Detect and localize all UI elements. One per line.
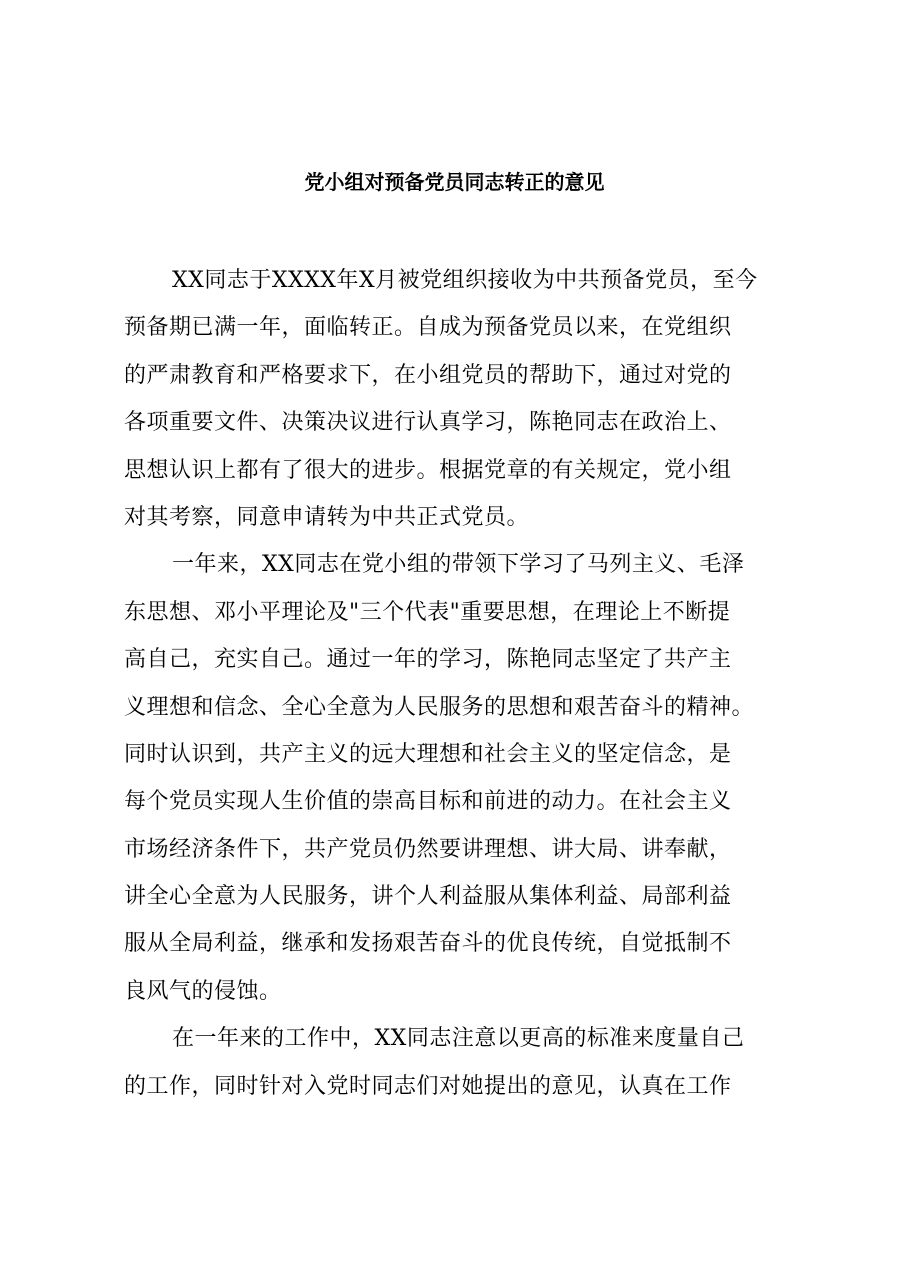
body-line: 一年来，XX同志在党小组的带领下学习了马列主义、毛泽 [172,552,745,578]
body-line: 服从全局利益，继承和发扬艰苦奋斗的优良传统，自觉抵制不 [124,931,732,957]
body-line: XX同志于XXXX年X月被党组织接收为中共预备党员，至今 [172,268,758,293]
body-line: 高自己，充实自己。通过一年的学习，陈艳同志坚定了共产主 [124,647,732,673]
body-line: 市场经济条件下，共产党员仍然要讲理想、讲大局、讲奉献， [124,836,732,862]
body-line: 的工作，同时针对入党时同志们对她提出的意见，认真在工作 [124,1073,732,1099]
body-line: 预备期已满一年，面临转正。自成为预备党员以来，在党组织 [124,315,732,341]
body-line: 每个党员实现人生价值的崇高目标和前进的动力。在社会主义 [124,789,732,815]
body-line: 东思想、邓小平理论及"三个代表"重要思想，在理论上不断提 [124,599,731,625]
body-line: 讲全心全意为人民服务，讲个人利益服从集体利益、局部利益 [124,884,732,910]
body-line: 的严肃教育和严格要求下，在小组党员的帮助下，通过对党的 [124,362,732,388]
body-line: 在一年来的工作中，XX同志注意以更高的标准来度量自己 [172,1026,745,1052]
body-line: 各项重要文件、决策决议进行认真学习，陈艳同志在政治上、 [124,410,732,436]
body-line: 良风气的侵蚀。 [124,978,282,1004]
body-line: 同时认识到，共产主义的远大理想和社会主义的坚定信念，是 [124,741,732,767]
body-line: 思想认识上都有了很大的进步。根据党章的有关规定，党小组 [124,457,732,483]
document-body [124,257,814,1110]
body-line: 义理想和信念、全心全意为人民服务的思想和艰苦奋斗的精神。 [124,694,755,720]
document-title: 党小组对预备党员同志转正的意见 [304,170,605,194]
body-line: 对其考察，同意申请转为中共正式党员。 [124,504,530,530]
